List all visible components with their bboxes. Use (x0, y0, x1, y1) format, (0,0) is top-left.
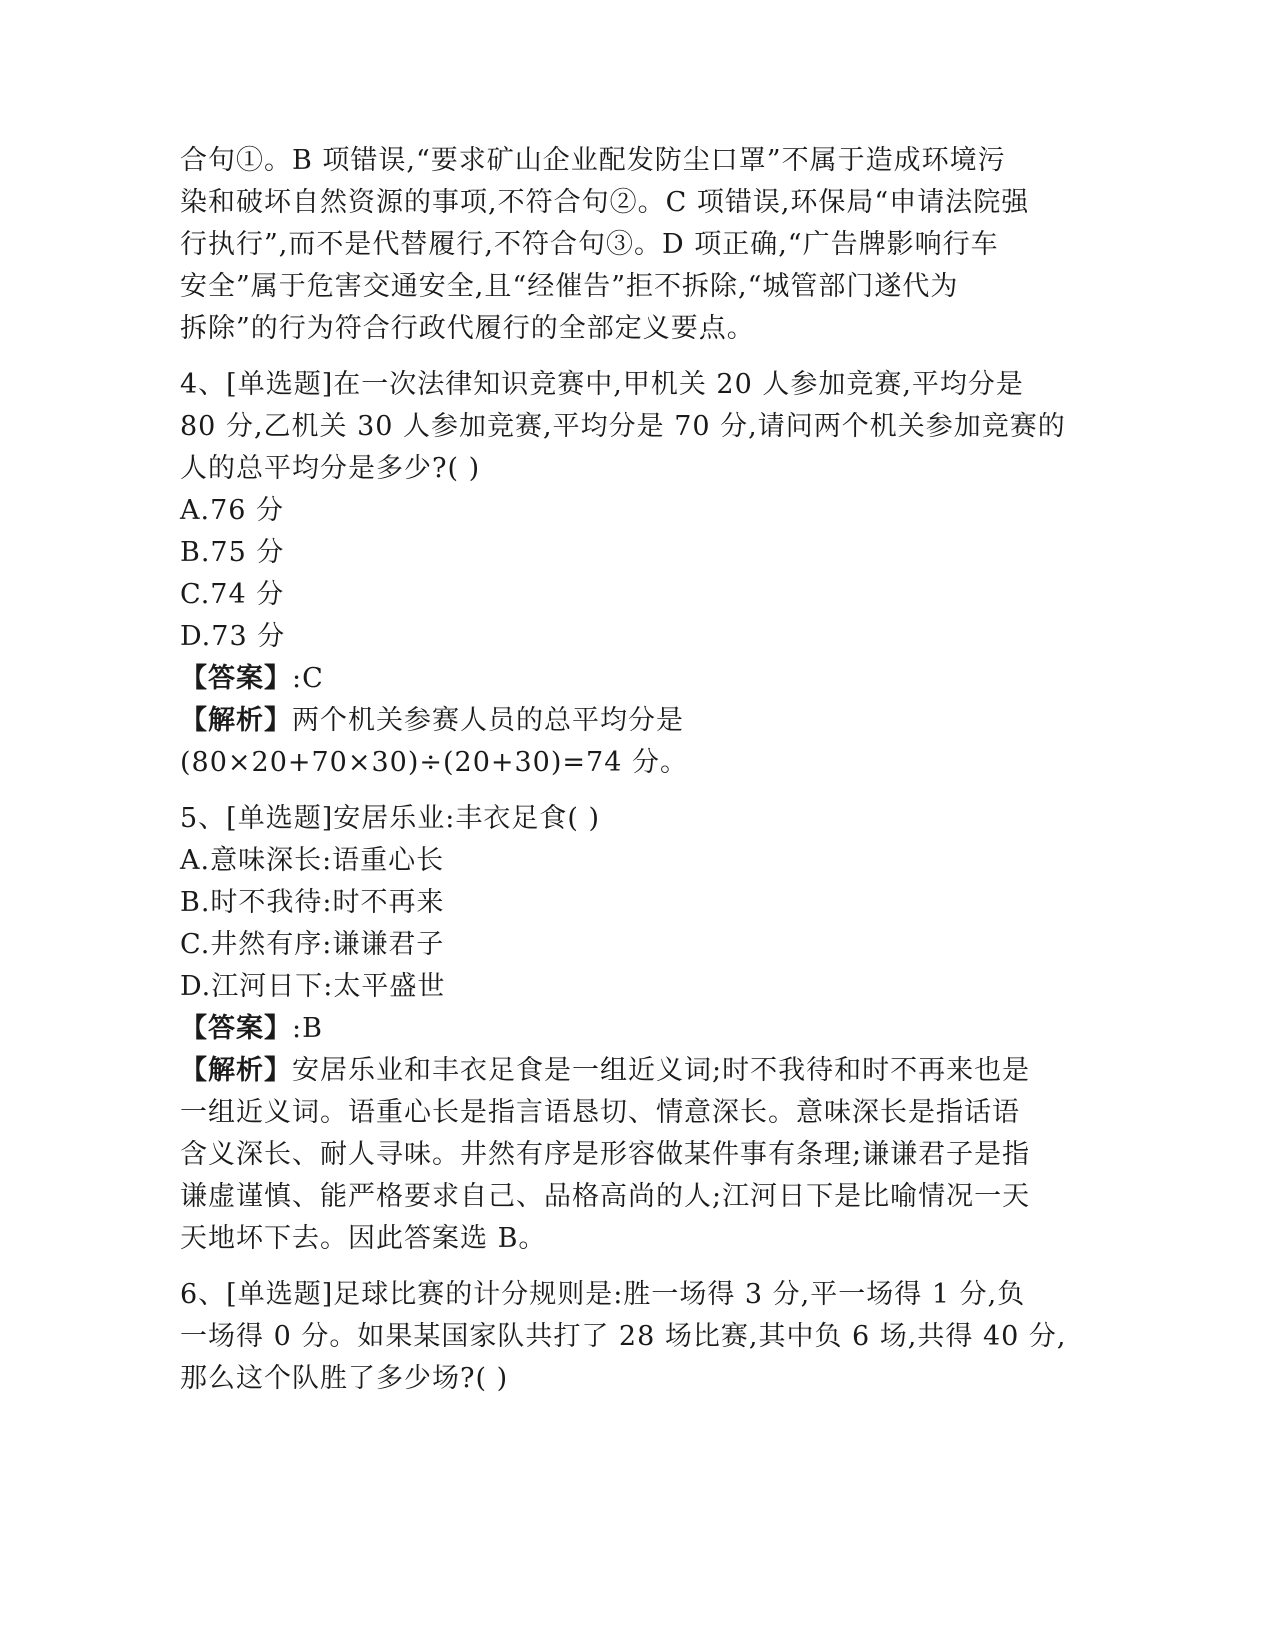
analysis-text: (80×20+70×30)÷(20+30)=74 分。 (180, 747, 688, 778)
analysis-row (180, 700, 1040, 742)
option-c: C.井然有序:谦谦君子 (180, 929, 445, 960)
question-stem: 6、[单选题]足球比赛的计分规则是:胜一场得 3 分,平一场得 1 分,负 (180, 1279, 1026, 1310)
text-line: 染和破坏自然资源的事项,不符合句②。C 项错误,环保局“申请法院强 (180, 187, 1030, 218)
option-d: D.江河日下:太平盛世 (180, 971, 446, 1002)
analysis-text: 一组近义词。语重心长是指言语恳切、情意深长。意味深长是指话语 (180, 1097, 1020, 1128)
answer-value: :B (292, 1013, 323, 1044)
answer-label: 【答案】 (180, 663, 292, 694)
question-5 (180, 798, 1040, 1260)
option-a: A.意味深长:语重心长 (180, 845, 445, 876)
text-line: 行执行”,而不是代替履行,不符合句③。D 项正确,“广告牌影响行车 (180, 229, 999, 260)
answer-value: :C (292, 663, 324, 694)
option-d: D.73 分 (180, 621, 286, 652)
question-6 (180, 1274, 1067, 1400)
question-4 (180, 364, 1066, 784)
question-stem: 4、[单选题]在一次法律知识竞赛中,甲机关 20 人参加竞赛,平均分是 (180, 369, 1024, 400)
analysis-label: 【解析】 (180, 1055, 292, 1086)
text-line: 安全”属于危害交通安全,且“经催告”拒不拆除,“城管部门遂代为 (180, 271, 959, 302)
question-stem: 人的总平均分是多少?( ) (180, 453, 481, 484)
answer-label: 【答案】 (180, 1013, 292, 1044)
text-line: 拆除”的行为符合行政代履行的全部定义要点。 (180, 313, 755, 344)
text-line: 合句①。B 项错误,“要求矿山企业配发防尘口罩”不属于造成环境污 (180, 145, 1006, 176)
question-stem: 一场得 0 分。如果某国家队共打了 28 场比赛,其中负 6 场,共得 40 分, (180, 1321, 1067, 1352)
option-b: B.时不我待:时不再来 (180, 887, 445, 918)
answer-row (180, 1008, 1040, 1050)
option-b: B.75 分 (180, 537, 285, 568)
analysis-label: 【解析】 (180, 705, 292, 736)
analysis-text: 安居乐业和丰衣足食是一组近义词;时不我待和时不再来也是 (292, 1055, 1031, 1086)
question-stem: 5、[单选题]安居乐业:丰衣足食( ) (180, 803, 600, 834)
analysis-row (180, 1050, 1040, 1092)
analysis-text: 谦虚谨慎、能严格要求自己、品格高尚的人;江河日下是比喻情况一天 (180, 1181, 1031, 1212)
question-stem: 那么这个队胜了多少场?( ) (180, 1363, 509, 1394)
answer-row (180, 658, 1040, 700)
analysis-text: 天地坏下去。因此答案选 B。 (180, 1223, 547, 1254)
option-a: A.76 分 (180, 495, 285, 526)
analysis-text: 两个机关参赛人员的总平均分是 (292, 705, 684, 736)
previous-analysis-continuation (180, 140, 1040, 350)
document-page (180, 140, 1067, 1400)
option-c: C.74 分 (180, 579, 285, 610)
question-stem: 80 分,乙机关 30 人参加竞赛,平均分是 70 分,请问两个机关参加竞赛的 (180, 411, 1066, 442)
analysis-text: 含义深长、耐人寻味。井然有序是形容做某件事有条理;谦谦君子是指 (180, 1139, 1031, 1170)
